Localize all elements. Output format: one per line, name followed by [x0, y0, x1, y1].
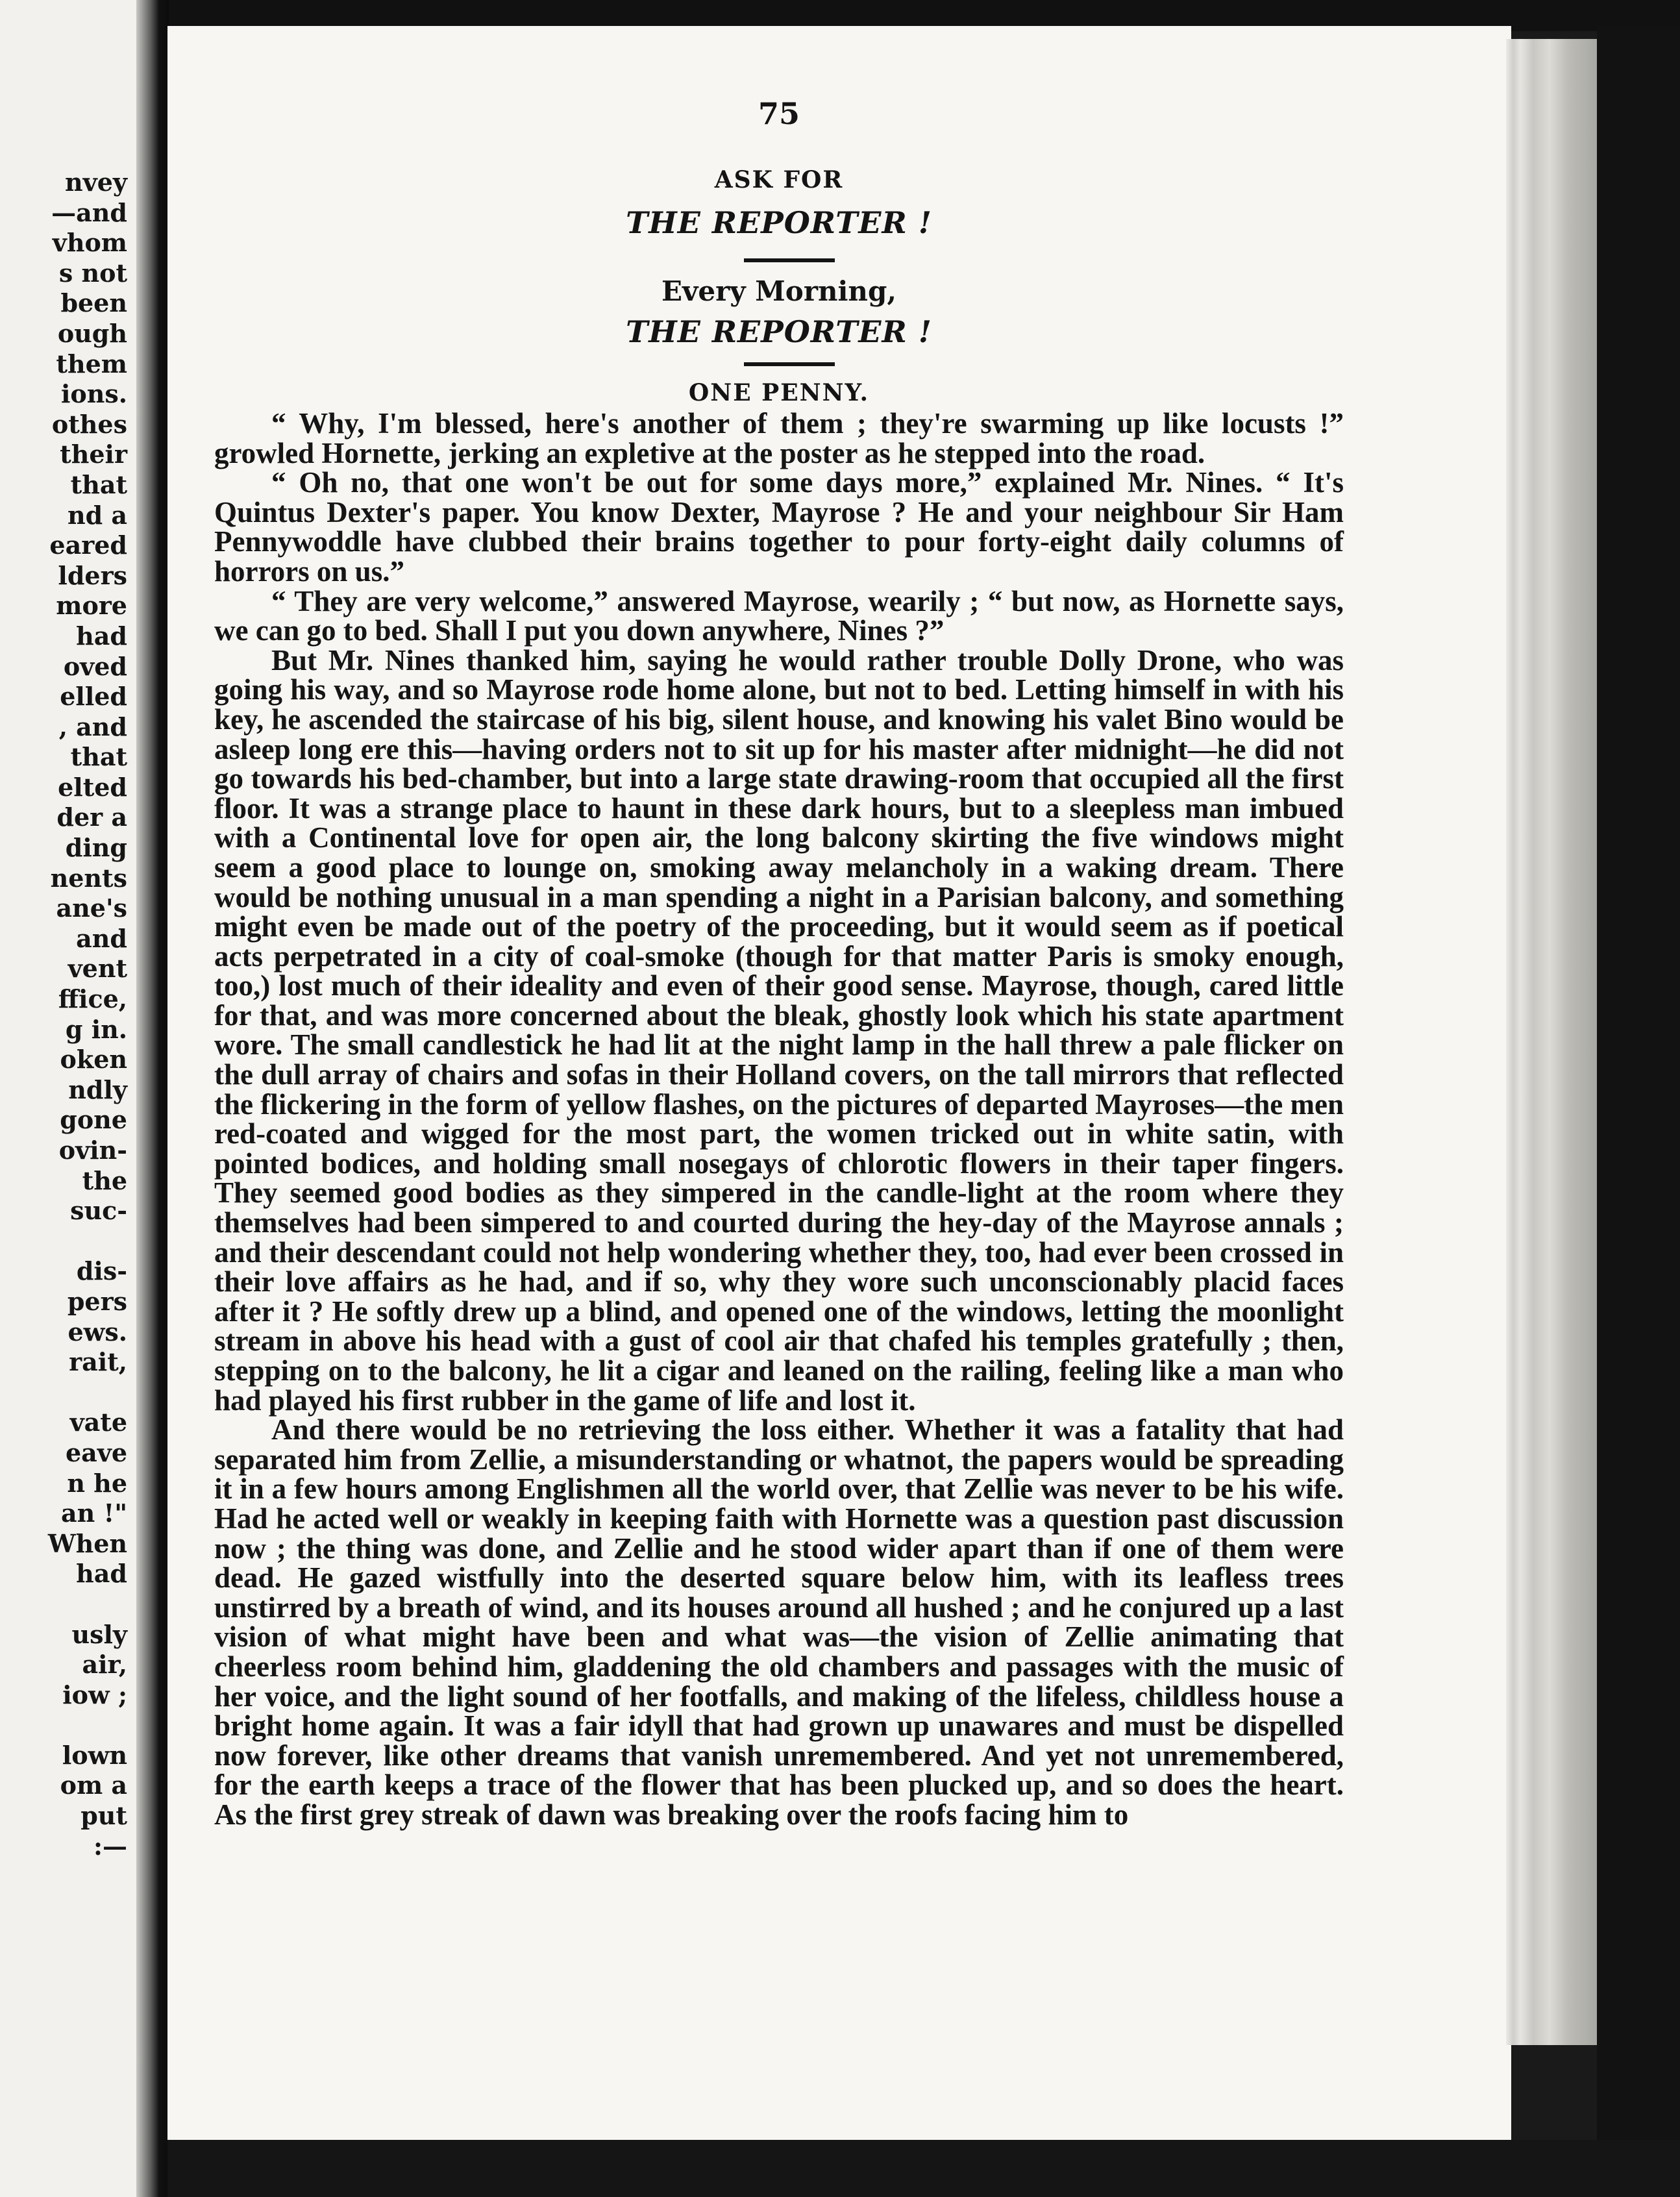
left-page-fragment: an !": [61, 1498, 127, 1528]
ad-ask-for: ASK FOR: [714, 166, 844, 193]
left-page-fragment: lown: [62, 1740, 127, 1770]
left-page-fragment: pers: [67, 1286, 127, 1316]
left-page-fragment: elted: [58, 772, 127, 802]
ad-one-penny: ONE PENNY.: [688, 379, 870, 406]
left-page-fragment: had: [76, 1559, 127, 1589]
paragraph: “ Oh no, that one won't be out for some days more,” explained Mr. Nines. “ It's Quintus Dexter's paper. You know Dexter, Mayrose ? He and your neighbour Sir Ham Pennywoddle have clubbed their brains together to pour forty-eight daily columns of horrors on us.”: [214, 466, 1344, 588]
left-page-fragment: nents: [50, 863, 127, 893]
left-page-fragment: oken: [60, 1045, 127, 1074]
left-page-fragment: der a: [56, 802, 127, 832]
left-page-fragment: othes: [51, 409, 127, 439]
left-page-fragment: When: [47, 1528, 127, 1558]
left-page-fragment: and: [76, 923, 127, 953]
left-page-fragment: —and: [51, 197, 127, 227]
ad-every-morning: Every Morning,: [661, 275, 896, 307]
left-page-fragment: gone: [60, 1105, 127, 1135]
left-page-fragment: vent: [68, 954, 127, 984]
left-page-fragment: dis-: [76, 1256, 127, 1286]
left-page-fragment: air,: [82, 1650, 127, 1680]
left-page-fragment: that: [70, 742, 127, 772]
left-page-fragment: ndly: [68, 1074, 127, 1104]
left-page-fragment: ovin-: [58, 1136, 127, 1165]
left-page-fragment: that: [70, 469, 127, 499]
page-number: 75: [758, 96, 800, 131]
ad-reporter-title-2: THE REPORTER !: [626, 314, 932, 349]
left-page-fragment: [0, 1378, 127, 1408]
left-page-fragment: nvey: [65, 168, 127, 197]
left-page-fragment: oved: [63, 651, 127, 681]
left-page-fragment: rait,: [69, 1347, 127, 1377]
left-page-fragment: [0, 1710, 127, 1741]
left-page-fragment: ions.: [60, 379, 127, 409]
left-page-fragment: s not: [58, 258, 127, 288]
left-page-fragment: ough: [57, 318, 127, 348]
left-page-fragment: ews.: [68, 1317, 127, 1347]
left-page-fragment: [0, 1226, 127, 1257]
left-page-fragment: suc-: [70, 1196, 127, 1226]
left-page-fragment: elled: [60, 682, 127, 712]
left-page: [0, 0, 151, 2197]
left-page-fragment: their: [60, 440, 127, 469]
left-page-fragment: been: [60, 288, 127, 318]
paragraph: “ Why, I'm blessed, here's another of them ; they're swarming up like locusts !” growled Hornette, jerking an expletive at the poster as he stepped into the road.: [214, 407, 1344, 469]
left-page-fragment: ding: [65, 833, 127, 863]
scanner-border-right: [1597, 26, 1680, 2197]
left-page-fragment: [0, 1589, 127, 1620]
paragraph: And there would be no retrieving the loss either. Whether it was a fatality that had separated him from Zellie, a misunderstanding or whatnot, the papers would be spreading it in a few hours among Englishmen all the world over, that Zellie was never to be his wife. Had he acted well or weakly in keeping faith with Hornette was a question past discussion now ; the thing was done, and Zellie and he stood wider apart than if one of them were dead. He gazed wistfully into the deserted square below him, with its leafless trees unstirred by a breath of wind, and its houses around all hushed ; and he conjured up a last vision of what might have been and what was—the vision of Zellie animating that cheerless room behind him, gladdening the old chambers and passages with the music of her voice, and the light sound of her footfalls, and making of the lifeless, childless house a bright home again. It was a fair idyll that had grown up unawares and must be dispelled now forever, like other dreams that vanish unremembered. And yet not unremembered, for the earth keeps a trace of the flower that has been plucked up, and so does the heart. As the first grey streak of dawn was breaking over the roofs facing him to: [214, 1413, 1344, 1831]
left-page-fragment: them: [56, 349, 127, 379]
body-text: [214, 409, 1344, 1830]
left-page-fragment: g in.: [65, 1014, 127, 1044]
left-page-fragment: :—: [93, 1831, 127, 1861]
left-page-fragment: nd a: [67, 500, 127, 530]
ad-reporter-title: THE REPORTER !: [626, 205, 932, 240]
left-page-fragment: n he: [67, 1468, 127, 1498]
left-page-fragment: vhom: [52, 228, 127, 258]
divider-rule: [744, 362, 835, 366]
left-page-fragment: om a: [60, 1770, 127, 1800]
left-page-fragment: usly: [71, 1619, 127, 1649]
left-page-fragment: ane's: [56, 893, 127, 923]
left-page-fragment: the: [82, 1165, 127, 1195]
left-page-fragment: lders: [58, 560, 127, 590]
left-page-fragment: eave: [65, 1437, 127, 1467]
paragraph: But Mr. Nines thanked him, saying he would rather trouble Dolly Drone, who was going his way, and so Mayrose rode home alone, but not to bed. Letting himself in with his key, he ascended the staircase of his big, silent house, and knowing his valet Bino would be asleep long ere this—having orders not to sit up for his master after midnight—he did not go towards his bed-chamber, but into a large state drawing-room that occupied all the first floor. It was a strange place to haunt in these dark hours, but to a sleepless man imbued with a Continental love for open air, the long balcony skirting the five windows might seem a good place to lounge on, smoking away melancholy in a waking dream. There would be nothing unusual in a man spending a night in a Parisian balcony, and something might even be made out of the poetry of the proceeding, but it would seem as if poetical acts perpetrated in a city of coal-smoke (though for that matter Paris is smoky enough, too,) lost much of their ideality and even of their good sense. Mayrose, though, cared little for that, and was more concerned about the bleak, ghostly look which his state apartment wore. The small candlestick he had lit at the night lamp in the hall threw a pale flicker on the dull array of chairs and sofas in their Holland covers, on the tall mirrors that reflected the flickering in the form of yellow flashes, on the pictures of departed Mayroses—the men red-coated and wigged for the most part, the women tricked out in white satin, with pointed bodices, and holding small nosegays of chlorotic flowers in their taper fingers. They seemed good bodies as they simpered in the candle-light at the room where they themselves had been simpered to and courted during the hey-day of the Mayrose annals ; and their descendant could not help wondering whether they, too, had ever been crossed in their love affairs as he had, and if so, why they wore such unconscionably placid faces after it ? He softly drew up a blind, and opened one of the windows, letting the moonlight stream in above his head with a gust of cool air that chafed his temples gratefully ; then, stepping on to the balcony, he lit a cigar and leaned on the railing, feeling like a man who had played his first rubber in the game of life and lost it.: [214, 643, 1344, 1417]
left-page-text-fragments: [0, 168, 127, 1861]
paragraph: “ They are very welcome,” answered Mayrose, wearily ; “ but now, as Hornette says, we can go to bed. Shall I put you down anywhere, Nines ?”: [214, 584, 1344, 647]
divider-rule: [744, 258, 835, 262]
left-page-fragment: eared: [49, 530, 127, 560]
left-page-fragment: iow ;: [62, 1680, 127, 1709]
left-page-fragment: more: [56, 591, 127, 621]
left-page-fragment: had: [76, 621, 127, 651]
book-gutter: [136, 0, 169, 2197]
left-page-fragment: , and: [58, 712, 127, 741]
page-edges: [1506, 39, 1597, 2045]
left-page-fragment: vate: [69, 1408, 127, 1437]
scanner-border-bottom: [167, 2140, 1680, 2197]
left-page-fragment: put: [80, 1801, 127, 1831]
left-page-fragment: ffice,: [58, 984, 127, 1014]
